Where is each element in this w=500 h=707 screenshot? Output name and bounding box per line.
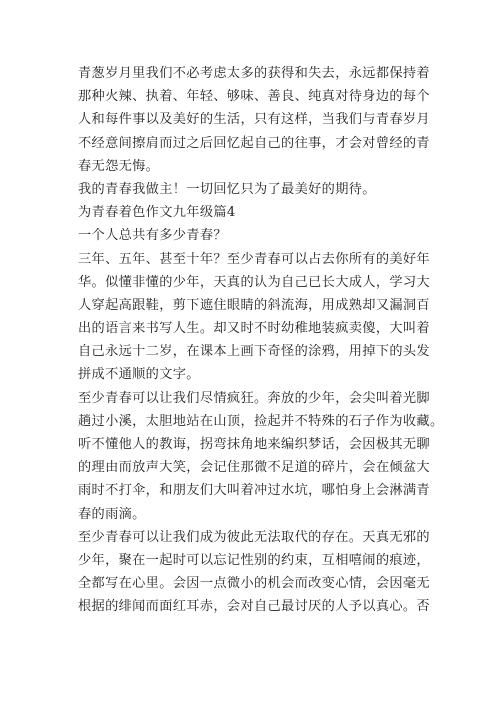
text-line: 拼成不通顺的文字。 — [78, 367, 200, 383]
document-page — [78, 62, 444, 619]
text-line: 雨时不打伞，和朋友们大叫着冲过水坑，哪怕身上会淋满青 — [78, 483, 430, 499]
text-line: 自己永远十二岁，在课本上画下奇怪的涂鸦，用掉下的头发 — [78, 344, 430, 360]
text-line: 三年、五年、甚至十年？至少青春可以占去你所有的美好年 — [78, 251, 430, 267]
text-line: 趟过小溪，太胆地站在山顶，捡起并不特殊的石子作为收藏。 — [78, 413, 444, 429]
text-line: 人和每件事以及美好的生活，只有这样，当我们与青春岁月 — [78, 112, 430, 128]
text-line: 至少青春可以让我们尽情疯狂。奔放的少年，会尖叫着光脚 — [78, 390, 430, 406]
text-line: 青葱岁月里我们不必考虑太多的获得和失去，永远都保持着 — [78, 66, 430, 81]
text-line: 一个人总共有多少青春？ — [78, 228, 227, 244]
text-line: 的理由而放声大笑，会记住那微不足道的碎片，会在倾盆大 — [78, 460, 430, 476]
text-line: 春无怨无悔。 — [78, 158, 160, 174]
text-line: 少年，聚在一起时可以忘记性别的约束，互相嘻闹的痕迹， — [78, 552, 430, 568]
text-line: 我的青春我做主！一切回忆只为了最美好的期待。 — [78, 181, 376, 197]
text-line: 为青春着色作文九年级篇4 — [78, 205, 236, 221]
text-line: 至少青春可以让我们成为彼此无法取代的存在。天真无邪的 — [78, 529, 430, 545]
text-line: 那种火辣、执着、年轻、够味、善良、纯真对待身边的每个 — [78, 89, 430, 105]
text-line: 听不懂他人的教诲，拐弯抹角地来编织梦话，会因极其无聊 — [78, 437, 430, 452]
text-line: 春的雨滴。 — [78, 506, 146, 522]
text-line: 全都写在心里。会因一点微小的机会而改变心情，会因毫无 — [78, 576, 430, 592]
text-line: 出的语言来书写人生。却又时不时幼稚地装疯卖傻，大叫着 — [78, 321, 430, 337]
text-line: 不经意间擦肩而过之后回忆起自己的往事，才会对曾经的青 — [78, 135, 430, 151]
text-line: 华。似懂非懂的少年，天真的认为自己已长大成人，学习大 — [78, 274, 430, 290]
text-line: 根据的绯闻而面红耳赤，会对自己最讨厌的人予以真心。否 — [78, 599, 430, 615]
text-line: 人穿起高跟鞋，剪下遮住眼睛的斜流海，用成熟却又漏洞百 — [78, 297, 430, 313]
